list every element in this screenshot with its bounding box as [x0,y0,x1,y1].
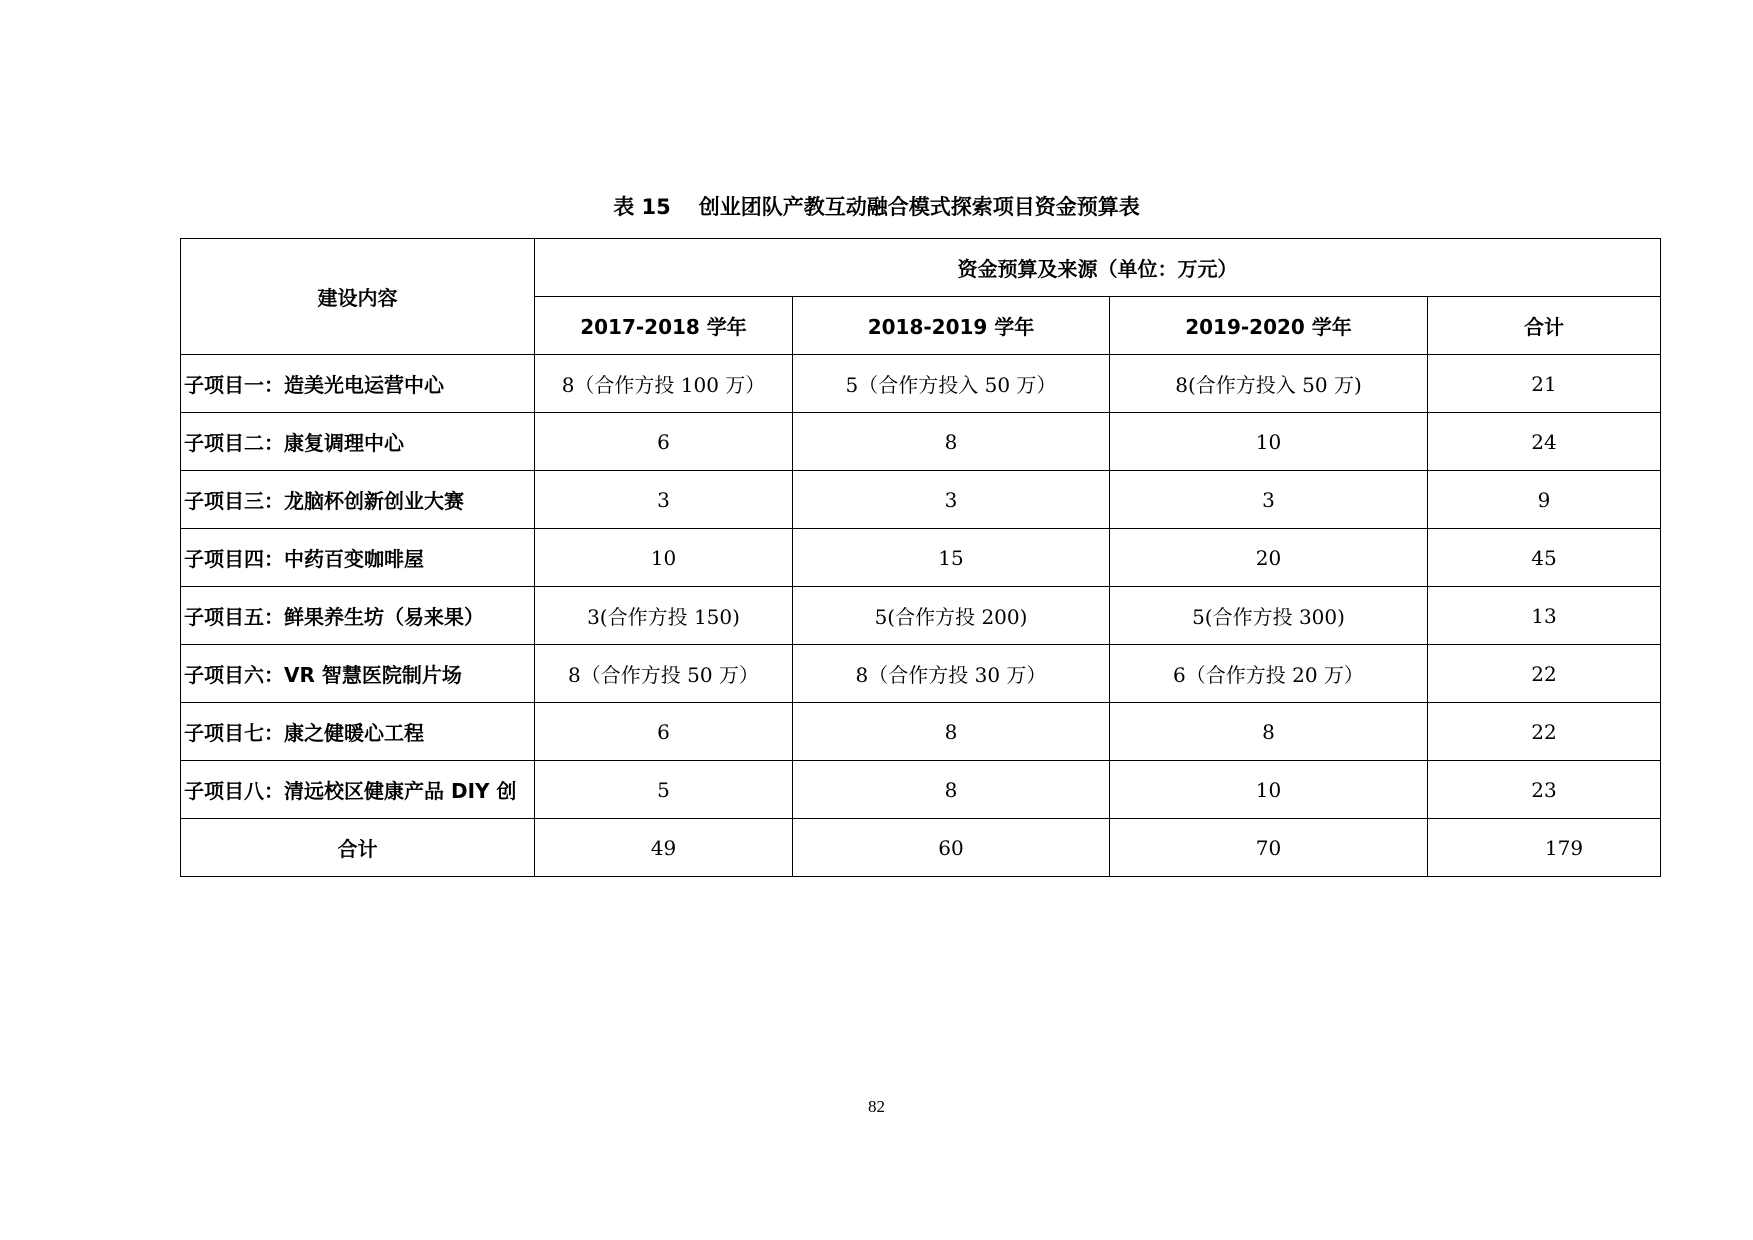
row-year-3: 10 [1110,413,1428,471]
header-funding-group: 资金预算及来源（单位：万元） [535,239,1661,297]
row-year-3: 8 [1110,703,1428,761]
table-row [181,355,1661,413]
row-total: 22 [1428,645,1661,703]
row-total: 21 [1428,355,1661,413]
grand-total: 179 [1428,819,1661,877]
row-item: 子项目六：VR 智慧医院制片场 [181,645,535,703]
row-year-2: 3 [793,471,1110,529]
header-year-3: 2019-2020 学年 [1110,297,1428,355]
row-year-3: 20 [1110,529,1428,587]
row-year-1: 3(合作方投 150) [535,587,793,645]
row-item: 子项目一：造美光电运营中心 [181,355,535,413]
header-total: 合计 [1428,297,1661,355]
row-item: 子项目四：中药百变咖啡屋 [181,529,535,587]
header-year-2: 2018-2019 学年 [793,297,1110,355]
row-year-2: 5(合作方投 200) [793,587,1110,645]
row-year-3: 8(合作方投入 50 万) [1110,355,1428,413]
budget-table [180,238,1661,877]
row-year-1: 8（合作方投 100 万） [535,355,793,413]
row-year-2: 8 [793,761,1110,819]
row-year-3: 10 [1110,761,1428,819]
table-number: 表 15 [613,195,671,219]
row-year-1: 6 [535,703,793,761]
table-row [181,471,1661,529]
total-year-3: 70 [1110,819,1428,877]
row-total: 22 [1428,703,1661,761]
header-item: 建设内容 [181,239,535,355]
row-year-2: 8 [793,413,1110,471]
table-row [181,413,1661,471]
row-year-1: 8（合作方投 50 万） [535,645,793,703]
row-item: 子项目七：康之健暖心工程 [181,703,535,761]
total-year-1: 49 [535,819,793,877]
row-item: 子项目二：康复调理中心 [181,413,535,471]
row-year-3: 3 [1110,471,1428,529]
row-year-1: 6 [535,413,793,471]
row-year-2: 15 [793,529,1110,587]
row-total: 24 [1428,413,1661,471]
row-item: 子项目三：龙脑杯创新创业大赛 [181,471,535,529]
page-number: 82 [868,1097,885,1116]
header-row-group [181,239,1661,297]
row-total: 23 [1428,761,1661,819]
row-year-1: 10 [535,529,793,587]
row-year-3: 6（合作方投 20 万） [1110,645,1428,703]
row-year-1: 3 [535,471,793,529]
table-caption [0,191,1753,221]
row-year-1: 5 [535,761,793,819]
row-total: 45 [1428,529,1661,587]
table-row [181,761,1661,819]
table-row [181,703,1661,761]
row-total: 9 [1428,471,1661,529]
row-total: 13 [1428,587,1661,645]
table-row [181,529,1661,587]
total-row [181,819,1661,877]
header-year-1: 2017-2018 学年 [535,297,793,355]
table-row [181,645,1661,703]
row-year-2: 8 [793,703,1110,761]
table-title: 创业团队产教互动融合模式探索项目资金预算表 [698,195,1140,219]
table-row [181,587,1661,645]
total-year-2: 60 [793,819,1110,877]
row-year-2: 5（合作方投入 50 万） [793,355,1110,413]
row-item: 子项目八：清远校区健康产品 DIY 创 [181,761,535,819]
row-item: 子项目五：鲜果养生坊（易来果） [181,587,535,645]
total-label: 合计 [181,819,535,877]
row-year-3: 5(合作方投 300) [1110,587,1428,645]
row-year-2: 8（合作方投 30 万） [793,645,1110,703]
